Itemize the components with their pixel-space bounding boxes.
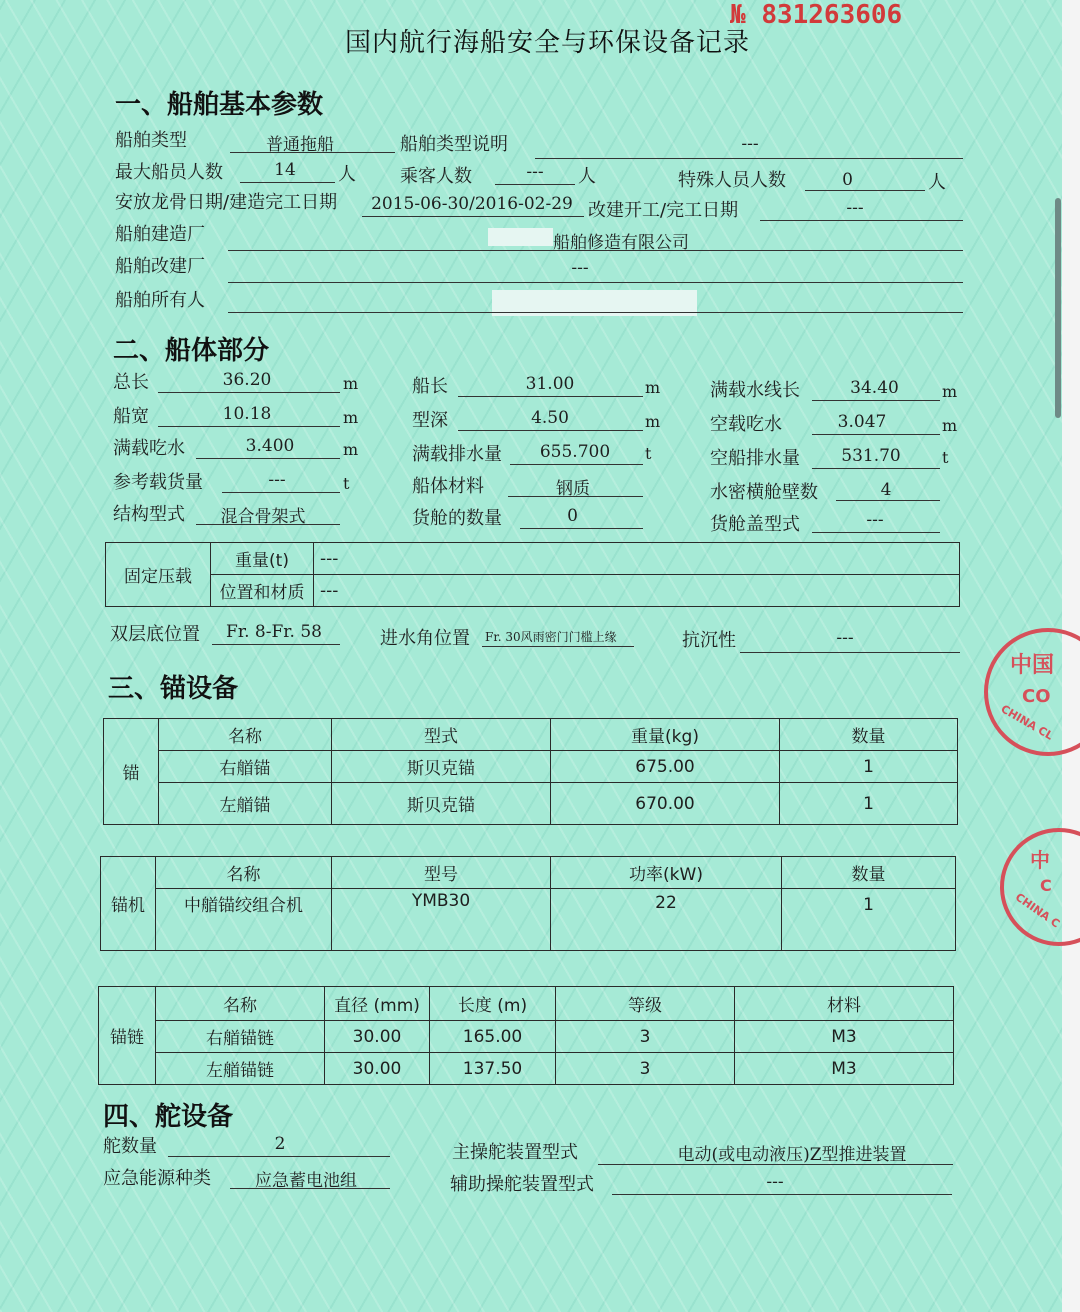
sink-label: 抗沉性 [682,630,736,651]
chain-cell: M3 [735,1053,954,1085]
special-label: 特殊人员人数 [678,170,786,191]
rudder-count-value: 2 [274,1134,286,1154]
document-title: 国内航行海船安全与环保设备记录 [345,28,751,58]
rebuilder-label: 船舶改建厂 [115,256,205,277]
ballast-pos-label: 位置和材质 [211,575,314,607]
depth-unit: m [645,412,661,431]
chain-header: 长度 (m) [430,987,556,1021]
chain-header: 名称 [156,987,325,1021]
main-steer-label: 主操舵装置型式 [452,1142,578,1163]
ballast-pos-value: --- [314,575,960,607]
rebuilder-value: --- [571,258,589,278]
chain-header: 材料 [735,987,954,1021]
full-draft-label: 满载吃水 [113,438,185,459]
anchor-header: 名称 [159,719,332,751]
serial-value: 831263606 [761,0,903,30]
structure-label: 结构型式 [113,504,185,525]
ship-type-desc-label: 船舶类型说明 [400,134,508,155]
light-disp-unit: t [942,448,949,467]
light-disp-label: 空船排水量 [710,448,800,469]
special-value: 0 [842,170,853,190]
rudder-count-label: 舵数量 [103,1136,157,1157]
double-bottom-label: 双层底位置 [110,624,200,645]
anchor-cell: 左艏锚 [159,783,332,825]
passengers-value: --- [526,162,544,182]
anchor-table [103,718,958,825]
crew-unit: 人 [338,164,356,185]
ship-type-value: 普通拖船 [266,135,334,155]
flood-angle-label: 进水角位置 [380,628,470,649]
ref-cargo-unit: t [343,474,350,493]
length-unit: m [645,378,661,397]
chain-header: 等级 [556,987,735,1021]
stamp-top-text: 中国 [1010,653,1055,678]
hull-mat-value: 钢质 [556,479,590,499]
anchor-header: 型式 [332,719,551,751]
builder-label: 船舶建造厂 [115,224,205,245]
structure-value: 混合骨架式 [220,507,306,527]
chain-group-label: 锚链 [99,987,156,1085]
windlass-table [100,856,956,951]
chain-cell: 右艏锚链 [156,1021,325,1053]
anchor-cell: 1 [780,783,958,825]
full-draft-value: 3.400 [245,436,295,456]
chain-cell: 3 [556,1053,735,1085]
ship-type-desc-value: --- [741,134,759,154]
full-draft-unit: m [343,440,359,459]
windlass-cell: YMB30 [332,889,551,951]
table-row [104,751,958,783]
full-disp-label: 满载排水量 [412,444,502,465]
max-crew-label: 最大船员人数 [115,162,223,183]
windlass-cell: 中艏锚绞组合机 [156,889,332,951]
section-heading-basic: 一、船舶基本参数 [115,90,324,120]
windlass-cell: 1 [782,889,956,951]
passengers-unit: 人 [578,166,596,187]
chain-cell: 左艏锚链 [156,1053,325,1085]
owner-label: 船舶所有人 [115,290,205,311]
breadth-label: 船宽 [113,406,149,427]
main-steer-value: 电动(或电动液压)Z型推进装置 [677,1145,907,1165]
holds-label: 货舱的数量 [412,508,502,529]
full-disp-unit: t [645,444,652,463]
anchor-group-label: 锚 [104,719,159,825]
light-draft-label: 空载吃水 [710,414,782,435]
loa-label: 总长 [113,372,149,393]
windlass-cell: 22 [551,889,782,951]
loa-value: 36.20 [222,370,272,390]
chain-table [98,986,954,1085]
windlass-header: 名称 [156,857,332,889]
stamp-bottom-text: CHINA C [1012,890,1063,931]
aux-steer-value: --- [766,1172,784,1192]
anchor-header: 重量(kg) [551,719,780,751]
chain-cell: 3 [556,1021,735,1053]
breadth-value: 10.18 [222,404,272,424]
anchor-cell: 右艏锚 [159,751,332,783]
stamp-middle-text: CO [1022,686,1051,707]
chain-header: 直径 (mm) [325,987,430,1021]
anchor-cell: 斯贝克锚 [332,783,551,825]
table-row [104,783,958,825]
depth-label: 型深 [412,410,448,431]
passengers-label: 乘客人数 [400,166,472,187]
anchor-cell: 斯贝克锚 [332,751,551,783]
redacted-builder-name [488,228,553,246]
table-row [101,889,956,951]
double-bottom-value: Fr. 8-Fr. 58 [226,622,322,642]
serial-number [730,0,902,30]
ref-cargo-label: 参考载货量 [113,472,203,493]
anchor-cell: 1 [780,751,958,783]
keel-date-label: 安放龙骨日期/建造完工日期 [115,192,338,213]
stamp-bottom-text: CHINA CL [998,702,1056,743]
windlass-header: 型号 [332,857,551,889]
rebuild-date-label: 改建开工/完工日期 [588,200,739,221]
chain-cell: 30.00 [325,1053,430,1085]
max-crew-value: 14 [274,160,296,180]
stamp-middle-text: C [1040,876,1052,895]
section-heading-anchor: 三、锚设备 [108,674,239,704]
section-heading-hull: 二、船体部分 [113,336,270,366]
wl-label: 满载水线长 [710,380,800,401]
wl-unit: m [942,382,958,401]
length-label: 船长 [412,376,448,397]
keel-date-value: 2015-06-30/2016-02-29 [371,194,573,214]
windlass-header: 功率(kW) [551,857,782,889]
emergency-power-label: 应急能源种类 [103,1168,211,1189]
bulkheads-label: 水密横舱壁数 [710,482,818,503]
table-row [99,1021,954,1053]
chain-cell: M3 [735,1021,954,1053]
ballast-label: 固定压载 [106,543,211,607]
windlass-group-label: 锚机 [101,857,156,951]
special-unit: 人 [928,172,946,193]
ref-cargo-value: --- [268,470,286,490]
serial-prefix: № [730,0,746,30]
length-value: 31.00 [525,374,575,394]
anchor-cell: 670.00 [551,783,780,825]
bulkheads-value: 4 [880,480,892,500]
aux-steer-label: 辅助操舵装置型式 [450,1174,594,1195]
sink-value: --- [836,628,854,648]
stamp-top-text: 中 [1030,848,1050,872]
anchor-header: 数量 [780,719,958,751]
flood-angle-value: Fr. 30风雨密门门槛上缘 [485,630,617,644]
scrollbar[interactable] [1055,198,1061,418]
chain-cell: 30.00 [325,1021,430,1053]
light-disp-value: 531.70 [841,446,901,466]
holds-value: 0 [567,506,578,526]
ballast-table [105,542,960,607]
breadth-unit: m [343,408,359,427]
depth-value: 4.50 [531,408,569,428]
light-draft-unit: m [942,416,958,435]
table-row [99,1053,954,1085]
ship-type-label: 船舶类型 [115,130,187,151]
ballast-weight-value: --- [314,543,960,575]
hull-mat-label: 船体材料 [412,476,484,497]
wl-value: 34.40 [850,378,899,398]
chain-cell: 137.50 [430,1053,556,1085]
full-disp-value: 655.700 [539,442,611,462]
loa-unit: m [343,374,359,393]
emergency-power-value: 应急蓄电池组 [255,1171,357,1191]
anchor-cell: 675.00 [551,751,780,783]
section-heading-rudder: 四、舵设备 [103,1102,234,1132]
hatch-value: --- [866,510,884,530]
hatch-label: 货舱盖型式 [710,514,800,535]
windlass-header: 数量 [782,857,956,889]
chain-cell: 165.00 [430,1021,556,1053]
ballast-weight-label: 重量(t) [211,543,314,575]
builder-value: 船舶修造有限公司 [553,233,689,253]
light-draft-value: 3.047 [837,412,887,432]
rebuild-date-value: --- [846,198,864,218]
